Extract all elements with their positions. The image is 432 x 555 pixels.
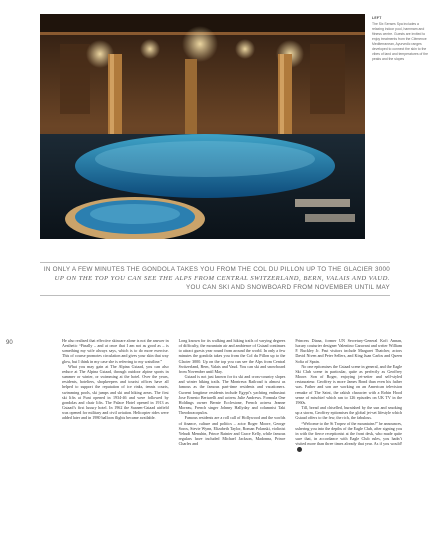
pullquote-top-rule bbox=[40, 262, 390, 263]
photo-caption bbox=[372, 16, 428, 62]
closing-paragraph-text: “Welcome to the St Tropez of the mountains!” he announces, ushering you into the depths of the Eagle Club, after signing you in with the fierce receptionist at the front desk, who made quite sure that, in accordance with Eagle Club rules, you hadn’t visited more than three times already that year. As if you would! bbox=[295, 420, 403, 447]
spa-pool-photo bbox=[40, 14, 365, 239]
paragraph: Gstaad is not just known for its ski and cross-country slopes and winter hiking trails. The Montreux Railroad is almost as famous as the famous part-time residents and vacationers. Current longtime residents include Egypt’s yachting enthusiast Jose Ernesto Bertarelli and actress Julie Andrews. Formula One Holdings owner Bernie Ecclestone, French actress Jeanne Moreau, French singer Johnny Hallyday and columnist Taki Theodoracopulos. bbox=[178, 374, 286, 416]
pullquote bbox=[40, 265, 390, 292]
article-column-1 bbox=[62, 338, 169, 538]
pullquote-line-3: YOU CAN SKI AND SNOWBOARD FROM NOVEMBER UNTIL MAY bbox=[186, 284, 390, 291]
caption-heading: LEFT bbox=[372, 16, 382, 20]
page-number: 90 bbox=[6, 340, 13, 346]
paragraph: No one epitomises the Gstaad scene in general, and the Eagle Ski Club scene in particular, quite as perfectly as Geoffrey Moore. Son of Roger, enjoying jet-setter and self-styled restaurateur. Geoffrey is more James Bond than even his father was. Father and son are working on an American television remake of The Saint, the rakish character with a Robin Hood sense of mischief which ran to 126 episodes on UK TV in the 1960s. bbox=[295, 363, 403, 405]
pullquote-line-1: IN ONLY A FEW MINUTES THE GONDOLA TAKES YOU FROM THE COL DU PILLON UP TO THE GLACIER 3000 bbox=[43, 266, 390, 273]
paragraph: Famous residents are a roll call of Hollywood and the worlds of finance, culture and politics – actor Roger Moore, George Soros, Stevie Wynn, Elizabeth Taylor, Roman Polanski, violinist Yehudi Menuhin, Prince Rainier and Grace Kelly, while famous regulars have included Michael Jackson, Madonna, Prince Charles and bbox=[178, 415, 286, 447]
end-of-article-icon bbox=[297, 447, 302, 452]
caption-text: The Six Senses Spa includes a relaxing indoor pool, hammam and fitness centre. Guests are invited to enjoy treatments from the Clémence Mediterranean, Ayurvedic ranges developed to connect the skin to the vibes of land and temperatures of the peaks and the slopes bbox=[372, 22, 428, 61]
paragraph: Long known for its walking and hiking trails of varying degrees of difficulty, the mountain air and ambience of Gstaad continues to attract guests year round from around the world. In only a few minutes the gondola takes you from the Col du Pillon up to the Glacier 3000. Up on the top you can see the Alps from Central Switzerland, Bern, Valais and Vaud. You can ski and snowboard from November until May. bbox=[178, 338, 286, 374]
article-column-3 bbox=[295, 338, 402, 538]
article-body bbox=[62, 338, 402, 538]
spa-pool-illustration bbox=[40, 14, 365, 239]
article-column-2 bbox=[179, 338, 286, 538]
pullquote-bottom-rule bbox=[40, 295, 390, 296]
paragraph: What you may gain at The Alpina Gstaad, you can also reduce at The Alpina Gstaad, through outdoor alpine sports in summer or winter, or swimming at the hotel. Over the years, residents, hoteliers, shopkeepers and tourist offices have all helped to support the reputation of ice rinks, tennis courts, swimming pools, ski jumps and ski and hiking areas. The first ski lifts at Funi opened in 1934-46 and were followed by gondolas and chair lifts. The Palace Hotel opened in 1913 as Gstaad’s first luxury hotel. In 1962 the Saanen-Gstaad airfield was opened for military and civil aviation. Helicopter rides were added later and in 1980 balloon flights became available. bbox=[62, 363, 169, 421]
paragraph: He also realised that effective skincare alone is not the answer in Aesthetic “Finally – and at once that I am not as good as – is something my wife always says, which is to do more exercise. This of course promotes circulation and gives your skin that way glow, but I think in my case she is referring to my waistline.” bbox=[62, 338, 169, 364]
paragraph: Till, bread and chiselled, burnished by the sun and smoking up a storm, Geoffrey epitomises the global jet-set lifestyle which Gstaad offers to the few, the rich, the fabulous. bbox=[295, 405, 403, 421]
paragraph: Princess Diana, former UN Secretary-General Kofi Annan, luxury couturier designer Valentino Garavani and writer William F. Buckley Jr. Past visitors include Margaret Thatcher, actors David Niven and Peter Sellers, and King Juan Carlos and Queen Sofia of Spain. bbox=[295, 338, 403, 364]
paragraph bbox=[295, 421, 402, 452]
pullquote-line-2: UP ON THE TOP YOU CAN SEE THE ALPS FROM CENTRAL SWITZERLAND, BERN, VALAIS AND VAUD. bbox=[54, 275, 390, 282]
